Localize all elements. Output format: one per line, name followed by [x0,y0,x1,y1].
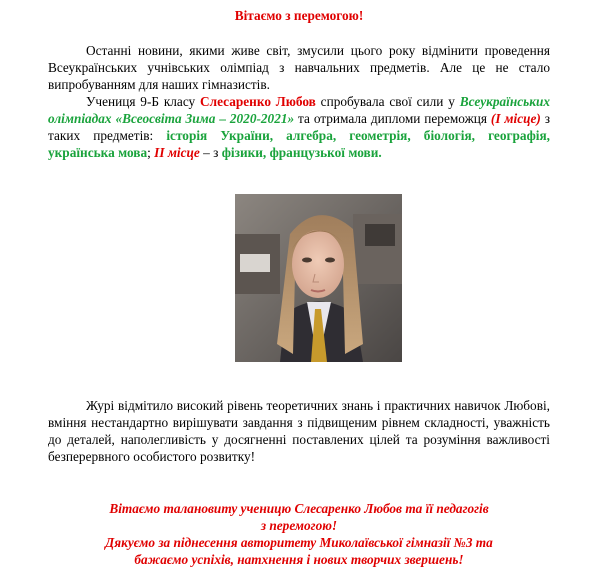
student-name: Слесаренко Любов [200,94,316,109]
paragraph-achievement [48,93,550,161]
paragraph-news: Останні новини, якими живе світ, змусили цього року відмінити проведення Всеукраїнських учнівських олімпіад з навчальних предметів. Але це не стало випробуванням для наших гімназистів. [48,43,550,92]
first-place-label: (І місце) [490,111,541,126]
text-segment: та отримала дипломи переможця [294,111,491,126]
student-photo [235,194,402,362]
text-segment: з таких предметів: [48,111,550,143]
portrait-image [235,194,402,362]
closing-line: Вітаємо талановиту ученицю Слесаренко Любов та її педагогів [109,501,489,516]
text-segment: – з [199,145,222,160]
closing-line: Дякуємо за піднесення авторитету Миколаївської гімназії №3 та [105,535,493,550]
olympiad-name: Всеукраїнських олімпіадах «Всеосвіта Зима – 2020-2021» [48,94,551,126]
closing-message [48,500,550,568]
text-segment: Учениця 9-Б класу [86,94,201,109]
second-place-label: ІІ місце [154,145,200,160]
heading-congratulations: Вітаємо з перемогою! [234,8,364,23]
closing-line: бажаємо успіхів, натхнення і нових творчих звершень! [134,552,464,567]
text-segment: ; [147,145,155,160]
second-place-subjects: фізики, французької мови. [221,145,382,160]
text-segment: спробувала свої сили у [315,94,460,109]
first-place-subjects: історія України, алгебра, геометрія, біологія, географія, українська мова [48,128,550,160]
closing-line: з перемогою! [260,518,338,533]
paragraph-jury: Журі відмітило високий рівень теоретичних знань і практичних навичок Любові, вміння нестандартно вирішувати завдання з підвищеним рівнем складності, уважність до деталей, наполегливість у досягненні поставлених цілей та розуміння важливості безперервного особистого розвитку! [48,398,550,464]
